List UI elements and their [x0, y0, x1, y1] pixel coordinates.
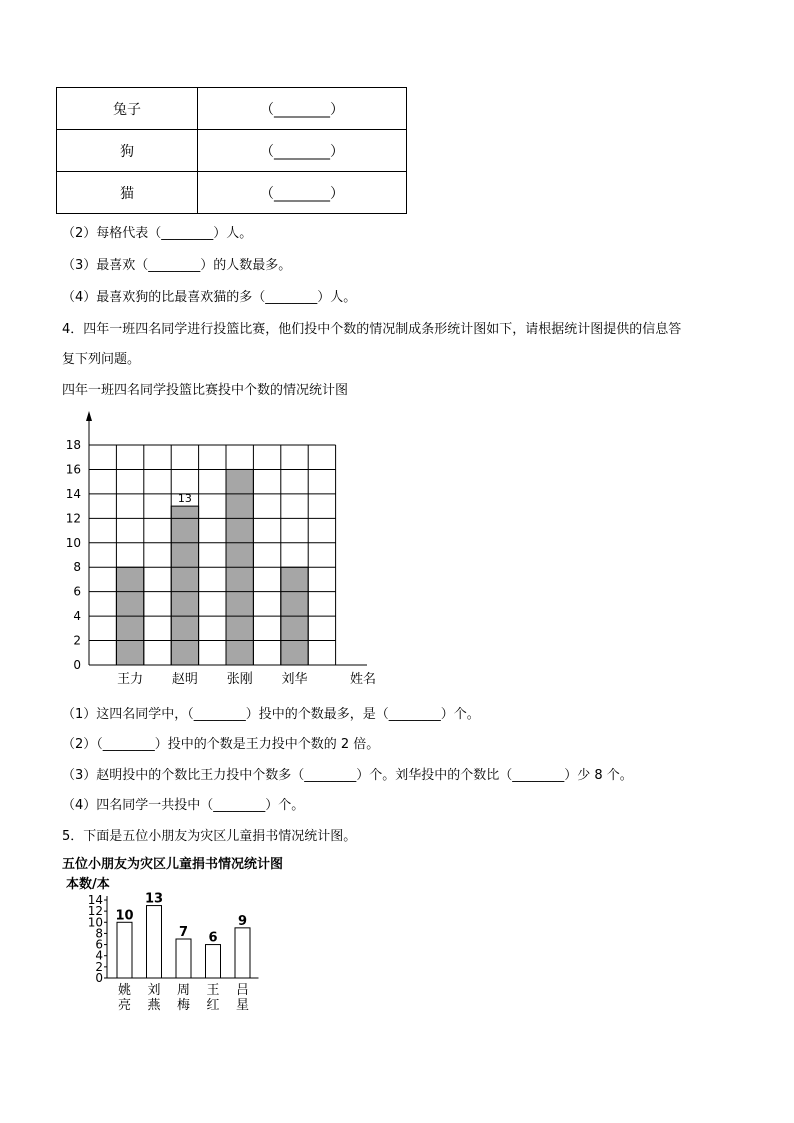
- book-donation-bar-chart: [62, 870, 272, 1020]
- y-tick-label: 0: [73, 658, 81, 672]
- x-axis-title: 姓名: [349, 672, 377, 687]
- table-row: [57, 172, 407, 214]
- y-tick-label: 8: [73, 560, 81, 575]
- data-label: 7: [178, 925, 189, 940]
- bar: [171, 506, 198, 665]
- animal-cell: 兔子: [57, 88, 198, 130]
- y-tick-label: 6: [95, 937, 103, 952]
- x-category-label: 赵明: [171, 672, 198, 687]
- y-tick-label: 4: [73, 609, 81, 624]
- y-tick-label: 2: [95, 959, 103, 974]
- y-tick-label: 12: [65, 511, 81, 526]
- y-axis-title: 本数/本: [66, 877, 110, 892]
- q4-sub2: （2）（________）投中的个数是王力投中个数的 2 倍。: [62, 737, 380, 752]
- y-tick-label: 10: [65, 535, 81, 550]
- q3-sub4: （4）最喜欢狗的比最喜欢猫的多（________）人。: [62, 290, 357, 305]
- q4-sub1: （1）这四名同学中，（________）投中的个数最多，是（________）个。: [62, 707, 480, 722]
- bar: [235, 928, 250, 978]
- table-row: [57, 130, 407, 172]
- animal-table: [56, 87, 407, 214]
- bar: [147, 906, 162, 978]
- data-label: 13: [177, 492, 192, 506]
- y-tick-label: 4: [95, 948, 103, 963]
- q3-sub2: （2）每格代表（________）人。: [62, 226, 253, 241]
- bar: [176, 939, 191, 978]
- y-tick-label: 14: [65, 486, 81, 501]
- y-tick-label: 0: [95, 971, 103, 985]
- data-label: 13: [144, 891, 164, 907]
- data-label: 6: [208, 930, 218, 946]
- animal-cell: 狗: [57, 130, 198, 172]
- table-row: [57, 88, 407, 130]
- y-tick-label: 10: [87, 915, 103, 930]
- y-axis-arrow: [86, 411, 92, 421]
- x-category-label: 刘华: [281, 672, 308, 687]
- x-category-label: 姚亮: [117, 983, 132, 1013]
- answer-blank[interactable]: （________）: [198, 172, 407, 214]
- q4-intro-line1: 4．四年一班四名同学进行投篮比赛，他们投中个数的情况制成条形统计图如下，请根据统计图提供的信息答: [62, 322, 682, 337]
- y-tick-label: 16: [65, 462, 81, 477]
- q5-chart-title: 五位小朋友为灾区儿童捐书情况统计图: [62, 857, 284, 872]
- x-category-label: 周梅: [176, 983, 191, 1013]
- animal-cell: 猫: [57, 172, 198, 214]
- answer-blank[interactable]: （________）: [198, 130, 407, 172]
- y-tick-label: 14: [87, 893, 103, 907]
- q4-sub3: （3）赵明投中的个数比王力投中个数多（________）个。刘华投中的个数比（________）少 8 个。: [62, 768, 633, 783]
- x-category-label: 王力: [117, 672, 144, 687]
- y-tick-label: 12: [87, 904, 103, 919]
- q4-intro-line2: 复下列问题。: [62, 352, 141, 367]
- q5-intro: 5．下面是五位小朋友为灾区儿童捐书情况统计图。: [62, 829, 357, 844]
- x-category-label: 吕星: [235, 983, 250, 1013]
- x-category-label: 刘燕: [147, 983, 161, 1013]
- y-tick-label: 8: [95, 926, 103, 941]
- data-label: 10: [115, 908, 134, 924]
- bar: [117, 922, 132, 978]
- basketball-bar-chart: [55, 405, 395, 690]
- x-category-label: 张刚: [226, 672, 253, 687]
- y-tick-label: 2: [73, 633, 81, 648]
- y-tick-label: 6: [73, 584, 81, 599]
- x-category-label: 王红: [206, 983, 220, 1013]
- q4-sub4: （4）四名同学一共投中（________）个。: [62, 798, 305, 813]
- q3-sub3: （3）最喜欢（________）的人数最多。: [62, 258, 292, 273]
- data-label: 9: [237, 913, 248, 929]
- bar: [206, 945, 221, 978]
- y-tick-label: 18: [65, 438, 81, 452]
- answer-blank[interactable]: （________）: [198, 88, 407, 130]
- q4-chart-title: 四年一班四名同学投篮比赛投中个数的情况统计图: [62, 383, 349, 398]
